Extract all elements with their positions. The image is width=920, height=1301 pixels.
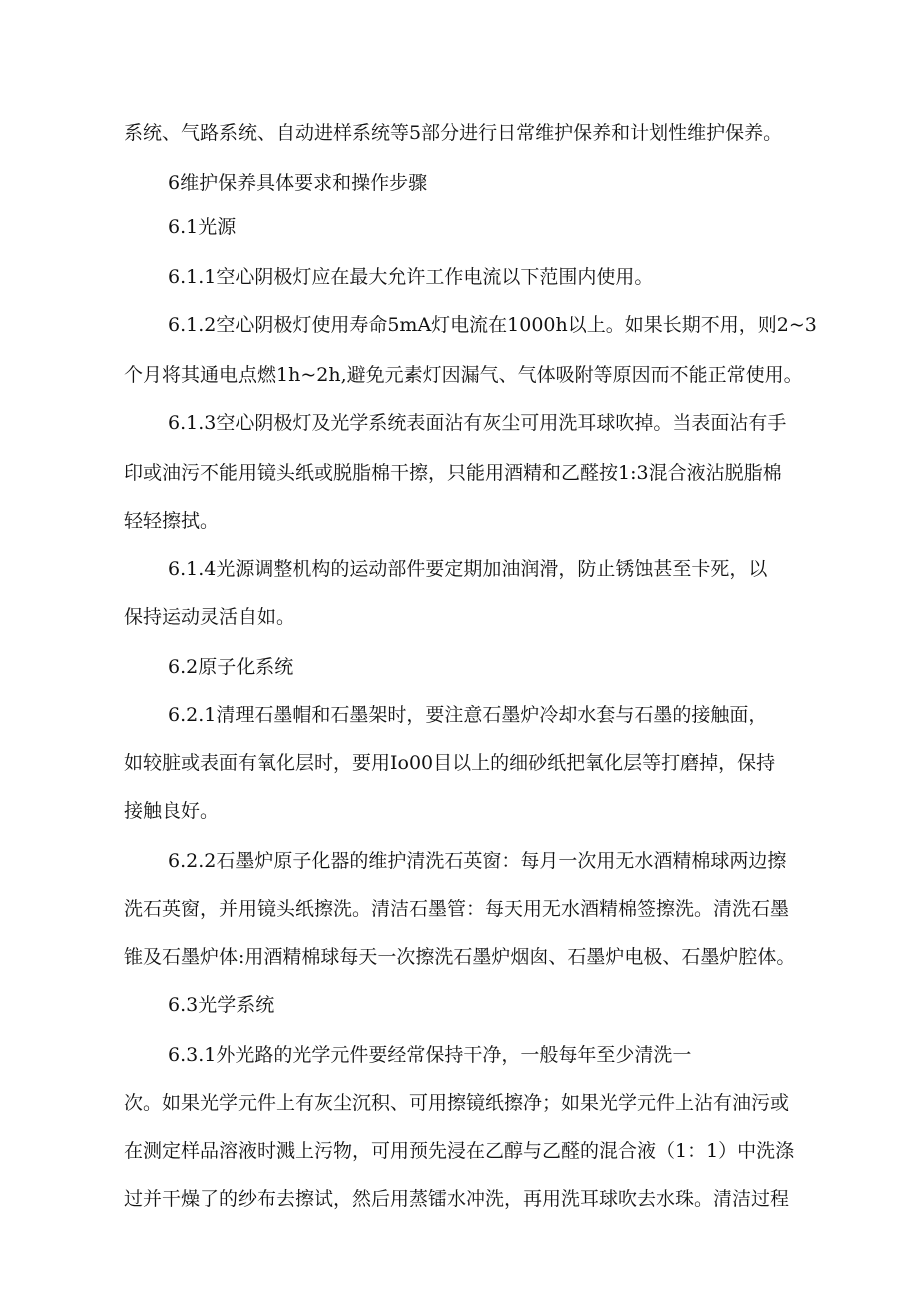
paragraph-line: 6.1.2空心阴极灯使用寿命5mA灯电流在1000h以上。如果长期不用，则2~3 (168, 314, 817, 336)
paragraph-line: 保持运动灵活自如。 (124, 606, 296, 628)
subsection-heading: 6.3光学系统 (168, 994, 275, 1016)
paragraph-line: 锥及石墨炉体:用酒精棉球每天一次擦洗石墨炉烟囱、石墨炉电极、石墨炉腔体。 (124, 946, 796, 968)
subsection-heading: 6.2原子化系统 (168, 656, 294, 678)
paragraph-line: 洗石英窗，并用镜头纸擦洗。清洁石墨管：每天用无水酒精棉签擦洗。清洗石墨 (124, 898, 790, 920)
paragraph-line: 次。如果光学元件上有灰尘沉积、可用擦镜纸擦净；如果光学元件上沾有油污或 (124, 1092, 790, 1114)
paragraph-line: 过并干燥了的纱布去擦试，然后用蒸镭水冲洗，再用洗耳球吹去水珠。清洁过程 (124, 1188, 790, 1210)
paragraph-line: 6.2.1清理石墨帽和石墨架时，要注意石墨炉冷却水套与石墨的接触面， (168, 704, 768, 726)
paragraph-line: 如较脏或表面有氧化层时，要用Io00目以上的细砂纸把氧化层等打磨掉，保持 (124, 752, 776, 774)
paragraph-line: 轻轻擦拭。 (124, 510, 220, 532)
paragraph-line: 6.1.3空心阴极灯及光学系统表面沾有灰尘可用洗耳球吹掉。当表面沾有手 (168, 412, 787, 434)
subsection-heading: 6.1光源 (168, 216, 237, 238)
paragraph-line: 印或油污不能用镜头纸或脱脂棉干擦，只能用酒精和乙醛按1:3混合液沾脱脂棉 (124, 462, 782, 484)
paragraph-line: 6.1.1空心阴极灯应在最大允许工作电流以下范围内使用。 (168, 266, 654, 288)
paragraph-line: 接触良好。 (124, 800, 220, 822)
section-heading: 6维护保养具体要求和操作步骤 (168, 172, 428, 194)
paragraph-line: 6.1.4光源调整机构的运动部件要定期加油润滑，防止锈蚀甚至卡死，以 (168, 558, 768, 580)
paragraph-line: 个月将其通电点燃1h~2h,避免元素灯因漏气、气体吸附等原因而不能正常使用。 (124, 364, 803, 386)
paragraph-line: 系统、气路系统、自动进样系统等5部分进行日常维护保养和计划性维护保养。 (124, 122, 783, 144)
paragraph-line: 6.2.2石墨炉原子化器的维护清洗石英窗：每月一次用无水酒精棉球两边擦 (168, 850, 787, 872)
paragraph-line: 6.3.1外光路的光学元件要经常保持干净，一般每年至少清洗一 (168, 1044, 692, 1066)
paragraph-line: 在测定样品溶液时溅上污物，可用预先浸在乙醇与乙醛的混合液（1：1）中洗涤 (124, 1140, 795, 1162)
